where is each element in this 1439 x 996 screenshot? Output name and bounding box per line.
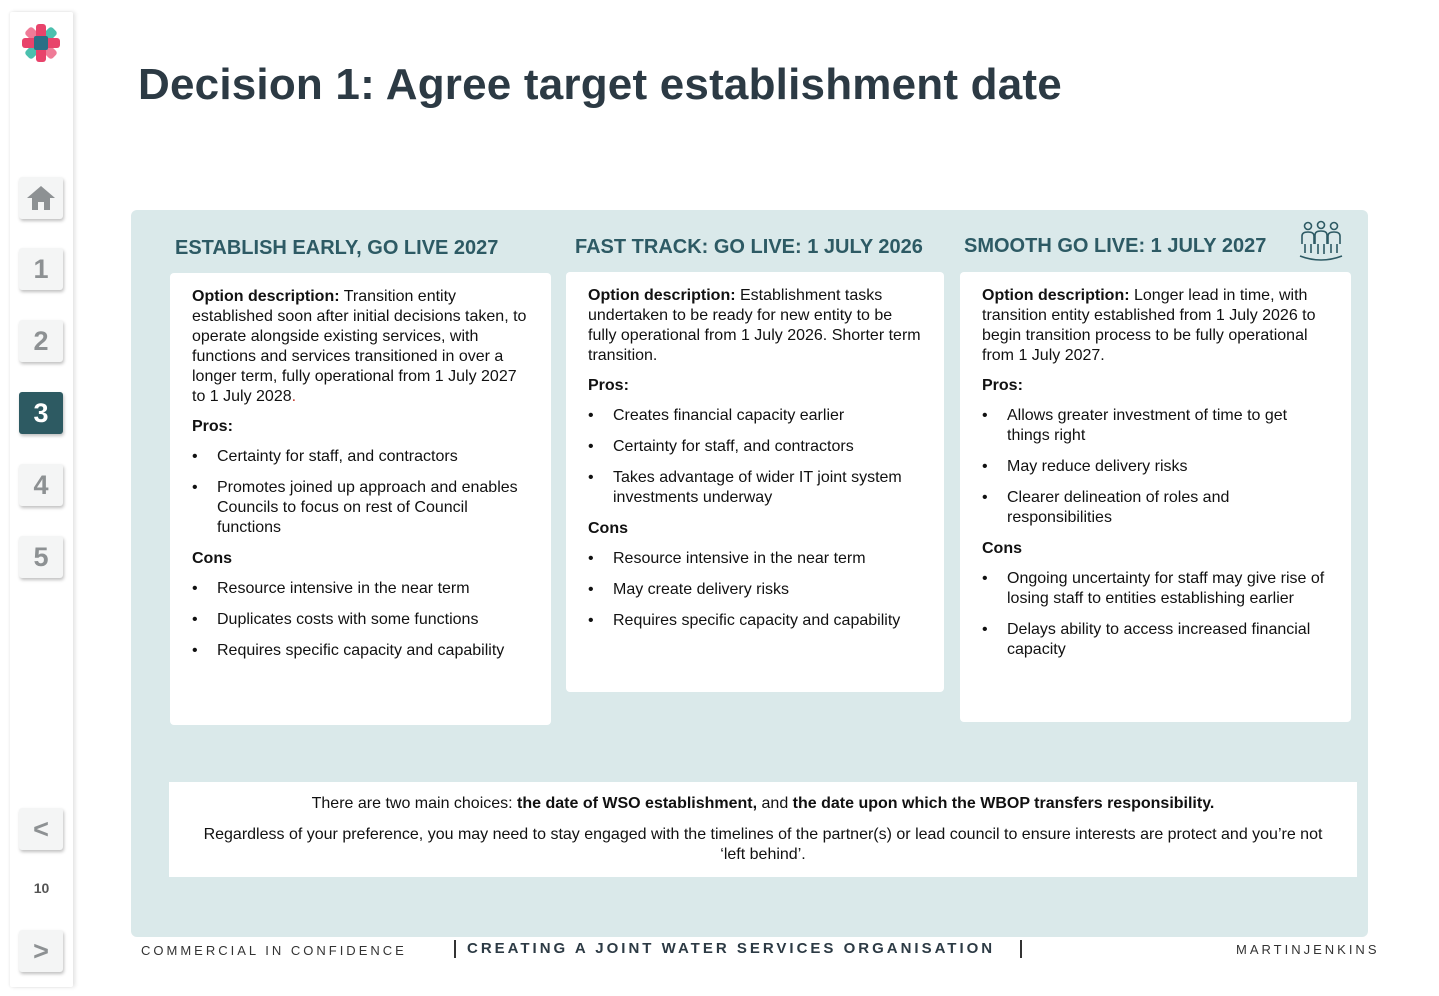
nav-section-5[interactable]: 5 [19, 536, 63, 578]
note-line-2: Regardless of your preference, you may need to stay engaged with the timelines of the partner(s) or lead council to ensure interests are protect and you’re not ‘left behind’. [203, 826, 1323, 863]
page-number: 10 [33, 880, 50, 896]
list-item: • Ongoing uncertainty for staff may give rise of losing staff to entities establishing earlier [982, 569, 1329, 609]
option-1-card [170, 273, 551, 725]
list-item: • Creates financial capacity earlier [588, 406, 922, 426]
option-1-description: Option description: Transition entity established soon after initial decisions taken, to operate alongside existing services, with functions and services transitioned in over a longer term, fully operational from 1 July 2027 to 1 July 2028. [192, 288, 527, 405]
summary-note [169, 782, 1357, 877]
list-item: • Requires specific capacity and capability [192, 641, 529, 661]
footer-brand: MARTINJENKINS [1236, 942, 1380, 957]
option-2-heading: FAST TRACK: GO LIVE: 1 JULY 2026 [575, 236, 923, 258]
list-item: • Duplicates costs with some functions [192, 610, 529, 630]
next-page-button[interactable]: > [19, 930, 63, 972]
nav-section-1[interactable]: 1 [19, 248, 63, 290]
prev-page-button[interactable]: < [19, 808, 63, 850]
list-item: • Delays ability to access increased financial capacity [982, 620, 1329, 660]
people-group-icon [1298, 220, 1344, 262]
option-2-description: Option description: Establishment tasks undertaken to be ready for new entity to be fully operational from 1 July 2026. Shorter term transition. [588, 287, 921, 364]
list-item: • May create delivery risks [588, 580, 922, 600]
list-item: • Promotes joined up approach and enables Councils to focus on rest of Council functions [192, 478, 529, 538]
logo [20, 22, 62, 64]
option-1-cons-list [192, 579, 529, 661]
nav-section-2[interactable]: 2 [19, 320, 63, 362]
list-item: • Resource intensive in the near term [588, 549, 922, 569]
list-item: • May reduce delivery risks [982, 457, 1329, 477]
home-button[interactable] [19, 177, 63, 219]
list-item: • Resource intensive in the near term [192, 579, 529, 599]
list-item: • Clearer delineation of roles and responsibilities [982, 488, 1329, 528]
option-3-pros-label: Pros: [982, 377, 1023, 394]
note-line-1: There are two main choices: the date of WSO establishment, and the date upon which the WBOP transfers responsibility. [311, 795, 1215, 812]
option-3-pros-list [982, 406, 1329, 528]
option-3-card [960, 272, 1351, 722]
option-3-description: Option description: Longer lead in time, with transition entity established from 1 July 2026 to begin transition process to be fully operational from 1 July 2027. [982, 287, 1316, 364]
option-2-cons-label: Cons [588, 520, 628, 537]
option-3-cons-list [982, 569, 1329, 660]
option-1-pros-list [192, 447, 529, 538]
option-1-cons-label: Cons [192, 550, 232, 567]
option-1-pros-label: Pros: [192, 418, 233, 435]
home-icon [27, 186, 55, 210]
list-item: • Takes advantage of wider IT joint system investments underway [588, 468, 922, 508]
page-title: Decision 1: Agree target establishment date [138, 60, 1062, 109]
option-2-pros-list [588, 406, 922, 508]
option-3-heading: SMOOTH GO LIVE: 1 JULY 2027 [964, 235, 1267, 257]
list-item: • Allows greater investment of time to get things right [982, 406, 1329, 446]
sidebar-nav [10, 12, 73, 987]
option-2-card [566, 272, 944, 692]
footer-project-title: CREATING A JOINT WATER SERVICES ORGANISATION [467, 940, 996, 957]
footer-divider [1020, 940, 1022, 958]
list-item: • Certainty for staff, and contractors [588, 437, 922, 457]
option-2-pros-label: Pros: [588, 377, 629, 394]
list-item: • Certainty for staff, and contractors [192, 447, 529, 467]
option-1-heading: ESTABLISH EARLY, GO LIVE 2027 [175, 237, 499, 259]
option-2-cons-list [588, 549, 922, 631]
footer-divider [454, 940, 456, 958]
nav-section-4[interactable]: 4 [19, 464, 63, 506]
list-item: • Requires specific capacity and capability [588, 611, 922, 631]
footer-confidentiality: COMMERCIAL IN CONFIDENCE [141, 943, 407, 958]
option-3-cons-label: Cons [982, 540, 1022, 557]
nav-section-3[interactable]: 3 [19, 392, 63, 434]
